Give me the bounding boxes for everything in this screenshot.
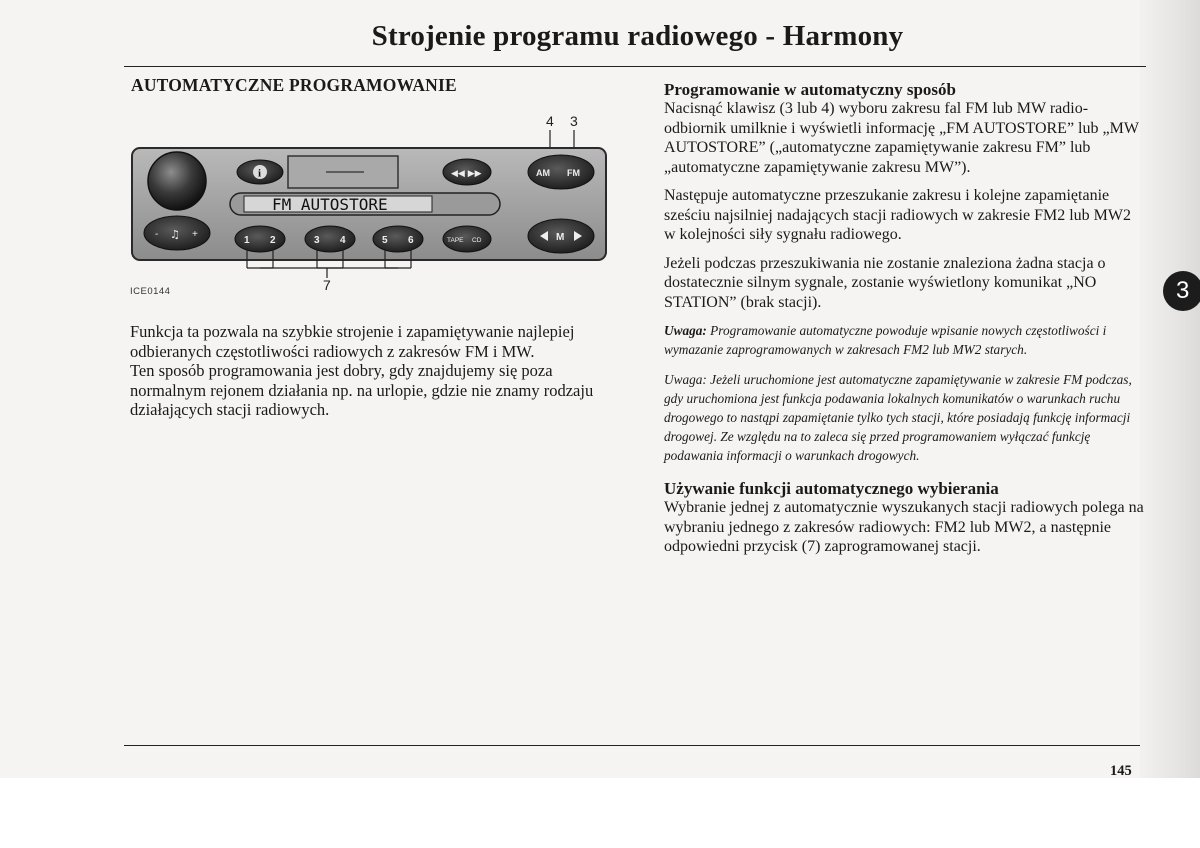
section-heading-auto-programming: AUTOMATYCZNE PROGRAMOWANIE [131,75,457,95]
cd-label: CD [472,237,482,244]
fm-button[interactable]: FM [567,168,580,178]
display-text: FM AUTOSTORE [272,195,388,214]
figure-code: ICE0144 [130,286,171,297]
radio-figure [130,108,610,298]
callout-3: 3 [570,113,578,129]
mode-m-label: M [556,232,565,243]
volume-minus: - [155,229,159,240]
title-divider [124,66,1146,67]
volume-plus: + [192,229,198,240]
page-edge-shadow [1140,0,1200,778]
footer-divider [124,745,1140,746]
preset-5: 5 [382,235,388,246]
left-paragraph-1: Funkcja ta pozwala na szybkie strojenie i zapamiętywanie najlepiej odbieranych częstotliwości radiowych z zakresów FM i MW. [130,322,575,361]
am-button[interactable]: AM [536,168,550,178]
info-icon: i [258,167,262,180]
preset-6: 6 [408,235,414,246]
preset-1: 1 [244,235,250,246]
paragraph-select-station: Wybranie jednej z automatycznie wyszukanych stacji radiowych polega na wybraniu jednego z zakresów radiowych: FM2 lub MW2, a następnie odpowiedni przycisk (7) zaprogramowanej stacji. [664,499,1144,555]
preset-2: 2 [270,235,276,246]
page-number: 145 [1110,763,1132,779]
page-title: Strojenie programu radiowego - Harmony [371,20,904,52]
music-note-icon: ♫ [170,228,180,241]
preset-button-3-4[interactable] [305,226,355,252]
preset-button-5-6[interactable] [373,226,423,252]
heading-auto-programming-method: Programowanie w automatyczny sposób [664,80,956,99]
note-label: Uwaga: [664,323,707,338]
left-body-text [130,322,620,420]
preset-4: 4 [340,235,346,246]
note-overwrite-text: Programowanie automatyczne powoduje wpisanie nowych częstotliwości i wymazanie zaprogramowanych w zakresach FM2 lub MW2 starych. [664,323,1107,357]
volume-knob[interactable] [148,152,206,210]
car-radio-illustration [130,108,610,298]
preset-3: 3 [314,235,320,246]
note-overwrite [664,321,1144,359]
tape-label: TAPE [447,237,464,244]
note-traffic-info: Uwaga: Jeżeli uruchomione jest automatyczne zapamiętywanie w zakresie FM podczas, gdy uruchomiona jest funkcja podawania lokalnych komunikatów o warunkach ruchu drogowego to nastąpi zapamiętanie tylko tych stacji, które posiadają funkcję informacji drogowej. Ze względu na to zaleca się przed programowaniem wyłączać funkcję podawania informacji o warunkach drogowych. [664,372,1132,463]
chapter-tab: 3 [1163,271,1200,311]
paragraph-press-key: Nacisnąć klawisz (3 lub 4) wyboru zakresu fal FM lub MW radio- odbiornik umilknie i wyświetli informację „FM AUTOSTORE” lub „MW AUTOSTORE” („automatyczne zapamiętywanie zakresu FM” lub „automatyczne zapamiętywanie zakresu MW”). [664,100,1139,176]
heading-auto-select: Używanie funkcji automatycznego wybierania [664,479,999,498]
paragraph-no-station: Jeżeli podczas przeszukiwania nie zostanie znaleziona żadna stacja o dostatecznie silnym sygnale, zostanie wyświetlony komunikat „NO STATION” (brak stacji). [664,254,1106,311]
callout-4: 4 [546,113,554,129]
seek-arrows-icon: ◀◀ ▶▶ [451,169,482,179]
preset-button-1-2[interactable] [235,226,285,252]
right-column [664,80,1144,566]
left-paragraph-2: Ten sposób programowania jest dobry, gdy znajdujemy się poza normalnym rejonem działania np. na urlopie, gdzie nie znamy rodzaju działających stacji radiowych. [130,361,594,419]
callout-7: 7 [323,277,331,293]
paragraph-auto-search: Następuje automatyczne przeszukanie zakresu i kolejne zapamiętanie sześciu najsilniej nadających stacji radiowych w zakresie FM2 lub MW2 w kolejności siły sygnału radiowego. [664,187,1131,243]
